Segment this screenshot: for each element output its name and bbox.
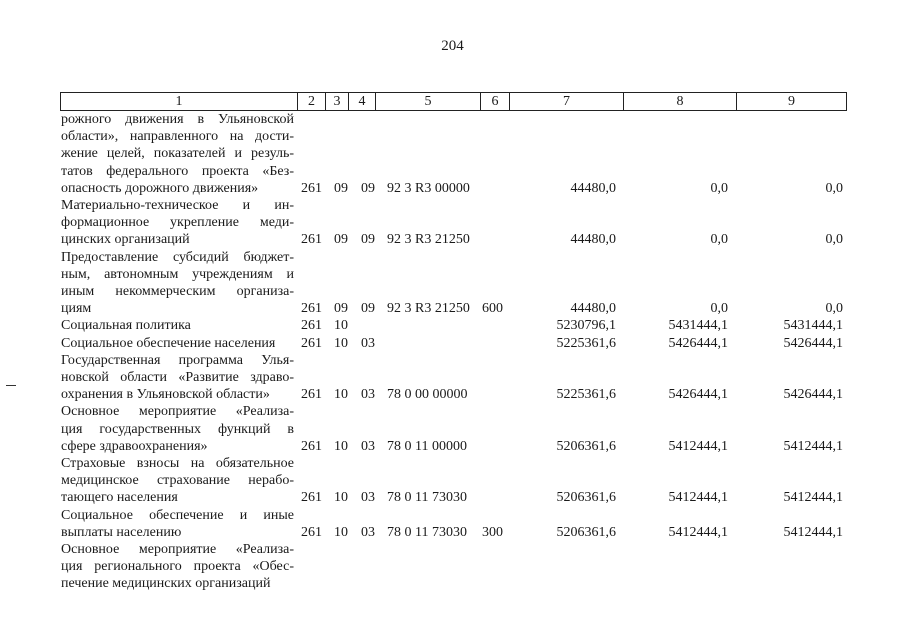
cell-column-3: 09 xyxy=(334,232,348,248)
cell-column-2: 261 xyxy=(301,438,322,454)
column-number-5: 5 xyxy=(375,93,480,110)
cell-column-7: 5225361,6 xyxy=(556,387,616,403)
cell-column-9: 5426444,1 xyxy=(783,387,843,403)
cell-column-9: 5412444,1 xyxy=(783,524,843,540)
budget-table-body xyxy=(0,111,905,593)
cell-column-5: 78 0 11 00000 xyxy=(387,438,467,454)
description-line: иным некоммерческим организа- xyxy=(61,284,294,300)
description-line: выплаты населению xyxy=(61,524,182,540)
cell-column-9: 5426444,1 xyxy=(783,335,843,351)
cell-column-9: 0,0 xyxy=(825,301,843,317)
cell-column-2: 261 xyxy=(301,524,322,540)
cell-column-5: 92 3 R3 21250 xyxy=(387,232,470,248)
column-number-9: 9 xyxy=(736,93,846,110)
cell-column-4: 03 xyxy=(361,490,375,506)
column-number-4: 4 xyxy=(348,93,375,110)
cell-column-4: 09 xyxy=(361,301,375,317)
cell-column-7: 5225361,6 xyxy=(556,335,616,351)
cell-column-7: 44480,0 xyxy=(570,301,616,317)
column-number-2: 2 xyxy=(297,93,325,110)
cell-column-2: 261 xyxy=(301,335,322,351)
description-line: ция государственных функций в xyxy=(61,421,294,437)
row-description xyxy=(61,249,294,318)
cell-column-4: 03 xyxy=(361,335,375,351)
cell-column-2: 261 xyxy=(301,318,322,334)
description-line: ция регионального проекта «Обес- xyxy=(61,559,294,575)
description-line: Социальная политика xyxy=(61,318,191,334)
cell-column-3: 09 xyxy=(334,301,348,317)
cell-column-5: 92 3 R3 21250 xyxy=(387,301,470,317)
description-line: печение медицинских организаций xyxy=(61,576,271,592)
cell-column-8: 5431444,1 xyxy=(668,318,728,334)
cell-column-5: 78 0 11 73030 xyxy=(387,524,467,540)
cell-column-9: 0,0 xyxy=(825,180,843,196)
margin-mark xyxy=(6,385,16,386)
cell-column-4: 09 xyxy=(361,180,375,196)
cell-column-8: 0,0 xyxy=(710,301,728,317)
cell-column-8: 0,0 xyxy=(710,180,728,196)
description-line: Социальное обеспечение и иные xyxy=(61,507,294,523)
cell-column-2: 261 xyxy=(301,301,322,317)
row-description xyxy=(61,111,294,197)
cell-column-7: 5206361,6 xyxy=(556,438,616,454)
description-line: формационное укрепление меди- xyxy=(61,215,294,231)
description-line: ным, автономным учреждениям и xyxy=(61,266,294,282)
cell-column-7: 5206361,6 xyxy=(556,524,616,540)
cell-column-7: 5230796,1 xyxy=(556,318,616,334)
cell-column-4: 03 xyxy=(361,387,375,403)
description-line: Страховые взносы на обязательное xyxy=(61,456,294,472)
description-line: опасность дорожного движения» xyxy=(61,180,259,196)
column-number-header xyxy=(60,92,847,111)
cell-column-4: 09 xyxy=(361,232,375,248)
cell-column-7: 44480,0 xyxy=(570,232,616,248)
description-line: новской области «Развитие здраво- xyxy=(61,370,294,386)
table-row xyxy=(0,541,905,593)
column-number-3: 3 xyxy=(325,93,348,110)
description-line: Государственная программа Улья- xyxy=(61,352,294,368)
cell-column-5: 78 0 11 73030 xyxy=(387,490,467,506)
row-description xyxy=(61,335,294,352)
page-number: 204 xyxy=(441,38,464,54)
cell-column-8: 5426444,1 xyxy=(668,387,728,403)
row-description xyxy=(61,317,294,334)
cell-column-3: 10 xyxy=(334,387,348,403)
column-number-7: 7 xyxy=(509,93,623,110)
description-line: циям xyxy=(61,301,92,317)
table-row xyxy=(0,335,905,352)
row-description xyxy=(61,403,294,455)
column-number-1: 1 xyxy=(175,94,183,109)
cell-column-8: 5412444,1 xyxy=(668,438,728,454)
row-description xyxy=(61,507,294,541)
cell-column-9: 5412444,1 xyxy=(783,490,843,506)
cell-column-3: 10 xyxy=(334,438,348,454)
table-row xyxy=(0,111,905,197)
cell-column-3: 10 xyxy=(334,490,348,506)
cell-column-6: 600 xyxy=(482,301,503,317)
cell-column-9: 0,0 xyxy=(825,232,843,248)
description-line: Предоставление субсидий бюджет- xyxy=(61,249,294,265)
cell-column-4: 03 xyxy=(361,438,375,454)
cell-column-7: 44480,0 xyxy=(570,180,616,196)
cell-column-3: 10 xyxy=(334,335,348,351)
description-line: сфере здравоохранения» xyxy=(61,438,208,454)
cell-column-5: 78 0 00 00000 xyxy=(387,387,468,403)
description-line: рожного движения в Ульяновской xyxy=(61,112,294,127)
description-line: Основное мероприятие «Реализа- xyxy=(61,404,294,420)
cell-column-3: 10 xyxy=(334,318,348,334)
table-row xyxy=(0,317,905,334)
cell-column-3: 10 xyxy=(334,524,348,540)
row-description xyxy=(61,541,294,593)
description-line: области», направленного на дости- xyxy=(61,129,294,145)
cell-column-9: 5412444,1 xyxy=(783,438,843,454)
cell-column-2: 261 xyxy=(301,387,322,403)
description-line: цинских организаций xyxy=(61,232,190,248)
cell-column-8: 5412444,1 xyxy=(668,490,728,506)
table-row xyxy=(0,403,905,455)
table-row xyxy=(0,507,905,541)
description-line: медицинское страхование нерабо- xyxy=(61,473,294,489)
description-line: жение целей, показателей и резуль- xyxy=(61,146,294,162)
table-row xyxy=(0,455,905,507)
description-line: Социальное обеспечение населения xyxy=(61,335,276,351)
table-row xyxy=(0,352,905,404)
cell-column-8: 5426444,1 xyxy=(668,335,728,351)
description-line: охранения в Ульяновской области» xyxy=(61,387,270,403)
cell-column-2: 261 xyxy=(301,180,322,196)
description-line: Материально-техническое и ин- xyxy=(61,198,294,214)
cell-column-8: 5412444,1 xyxy=(668,524,728,540)
cell-column-2: 261 xyxy=(301,490,322,506)
cell-column-2: 261 xyxy=(301,232,322,248)
row-description xyxy=(61,197,294,249)
cell-column-7: 5206361,6 xyxy=(556,490,616,506)
cell-column-3: 09 xyxy=(334,180,348,196)
row-description xyxy=(61,352,294,404)
description-line: тающего населения xyxy=(61,490,178,506)
cell-column-9: 5431444,1 xyxy=(783,318,843,334)
description-line: татов федерального проекта «Без- xyxy=(61,163,294,179)
cell-column-4: 03 xyxy=(361,524,375,540)
cell-column-6: 300 xyxy=(482,524,503,540)
table-row xyxy=(0,249,905,318)
row-description xyxy=(61,455,294,507)
cell-column-8: 0,0 xyxy=(710,232,728,248)
cell-column-5: 92 3 R3 00000 xyxy=(387,180,470,196)
description-line: Основное мероприятие «Реализа- xyxy=(61,542,294,558)
column-number-8: 8 xyxy=(623,93,736,110)
table-row xyxy=(0,197,905,249)
column-number-6: 6 xyxy=(480,93,509,110)
